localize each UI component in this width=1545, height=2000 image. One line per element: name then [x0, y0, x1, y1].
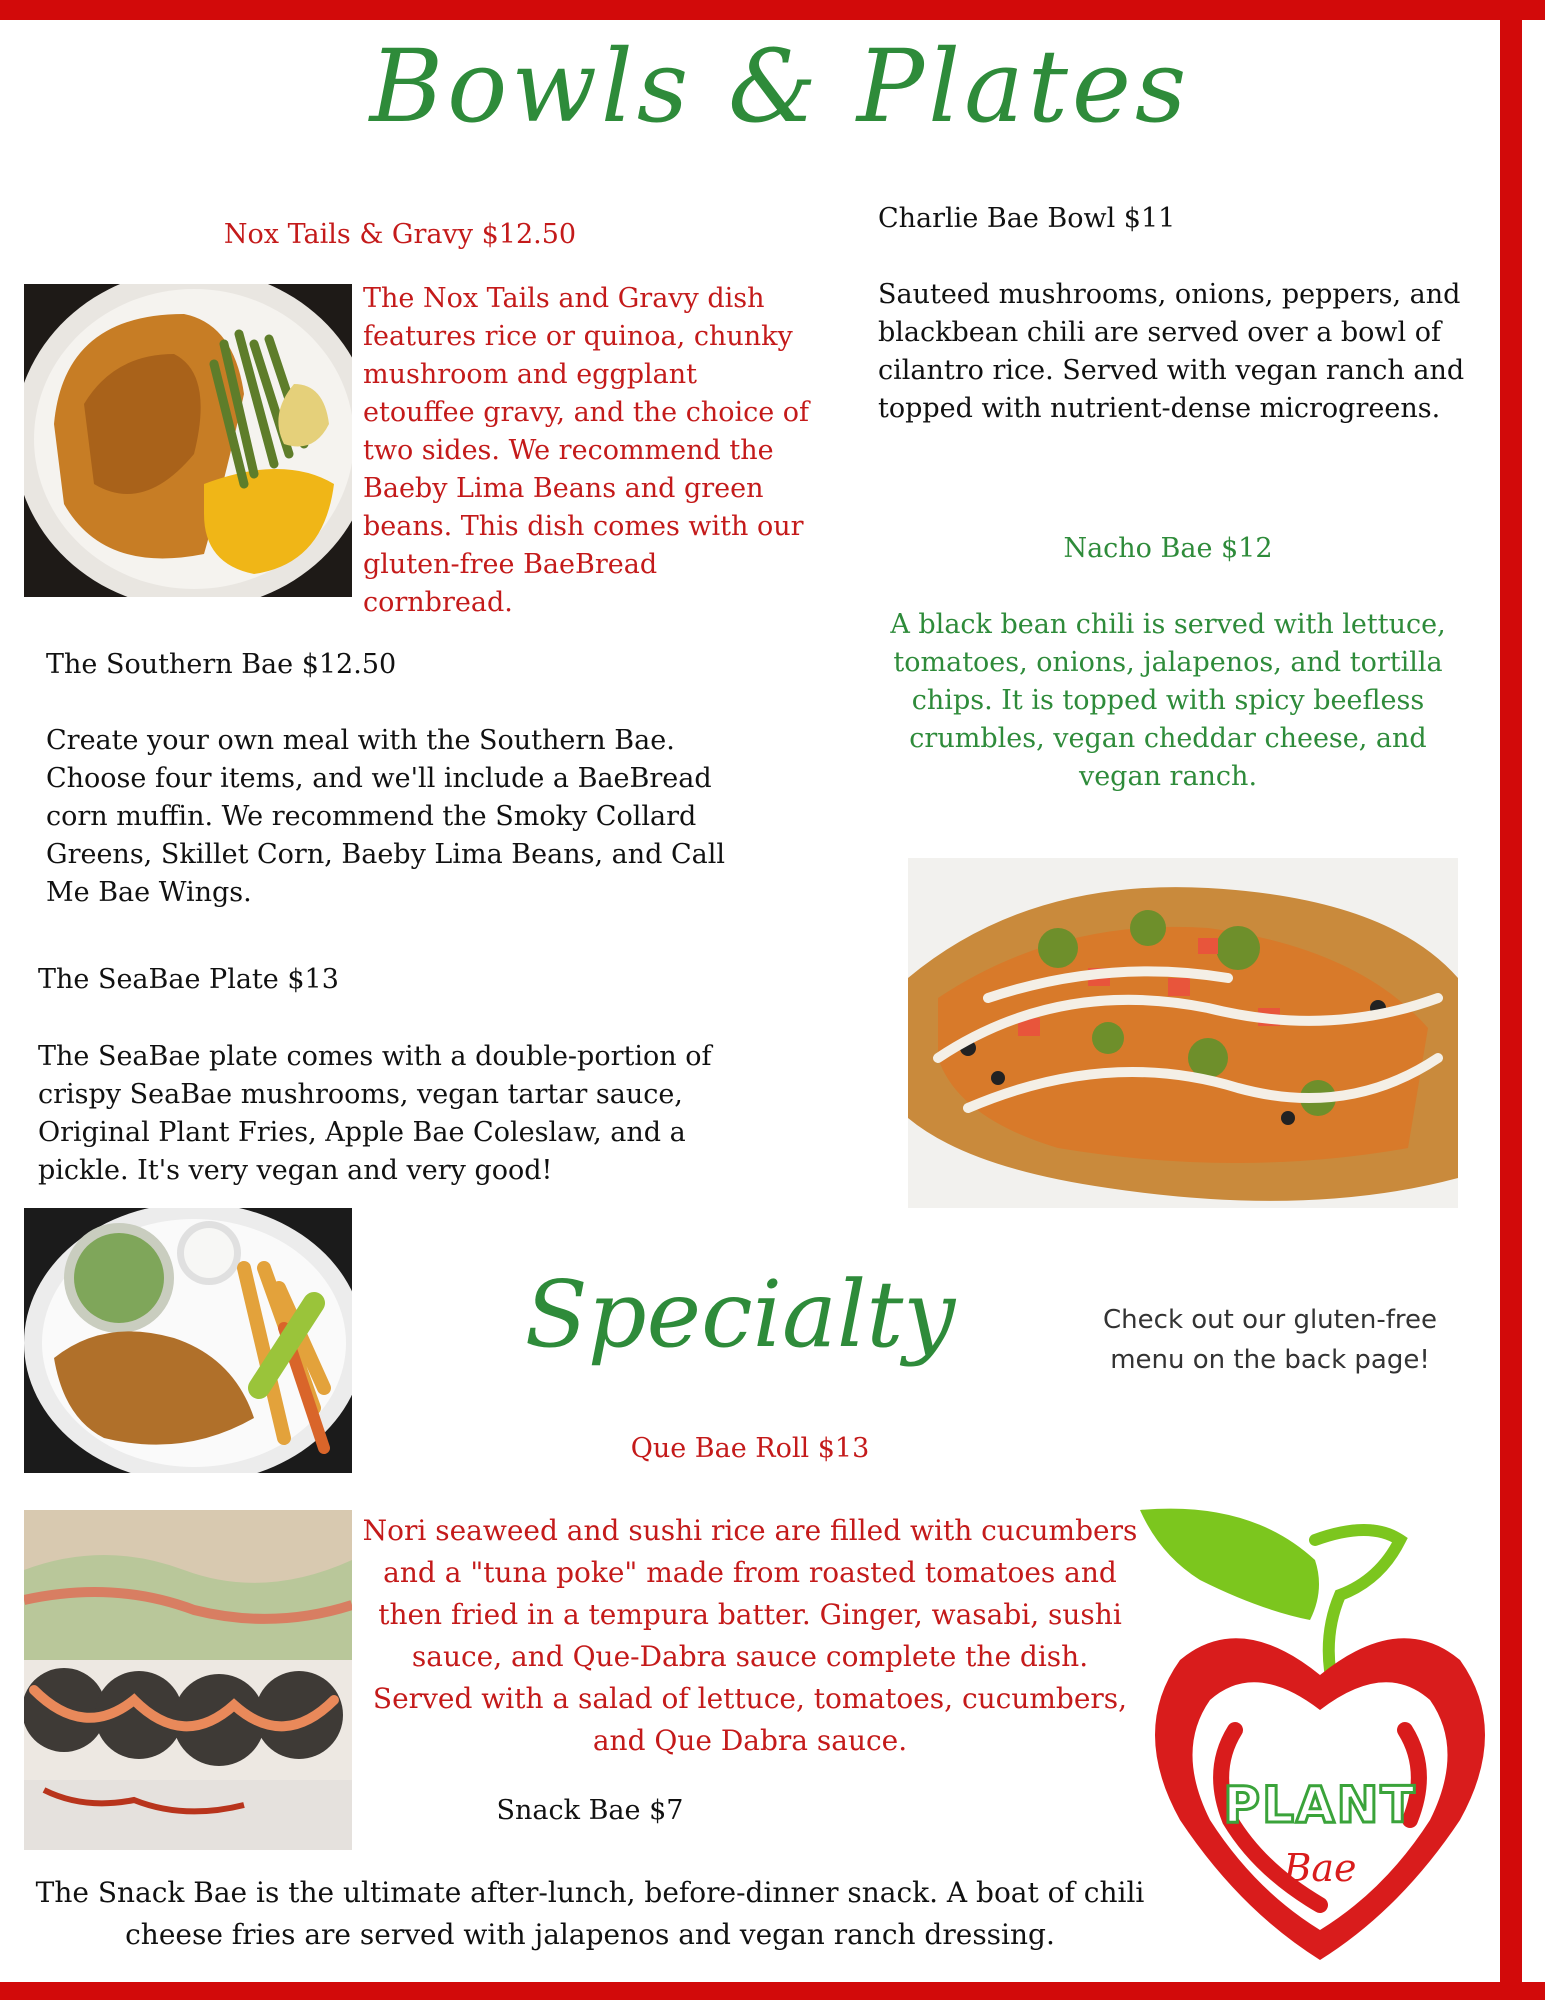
- nacho-bae-description: A black bean chili is served with lettuce, tomatoes, onions, jalapenos, and tortilla chips. It is topped with spicy beefless crumbles, vegan cheddar cheese, and vegan ranch.: [890, 609, 1446, 792]
- apple-heart-logo: [1140, 1500, 1500, 1970]
- nacho-bae-image: [908, 858, 1458, 1208]
- seabae-description: The SeaBae plate comes with a double-portion of crispy SeaBae mushrooms, vegan tartar sauce, Original Plant Fries, Apple Bae Coleslaw, and a pickle. It's very vegan and very good!: [38, 1041, 712, 1186]
- que-bae-roll-image: [24, 1510, 352, 1850]
- specialty-title: Specialty: [524, 1261, 956, 1368]
- logo-word-bae: Bae: [1283, 1846, 1357, 1890]
- logo-word-plant: PLANT: [1223, 1776, 1417, 1834]
- plant-bae-logo: [1140, 1500, 1500, 1970]
- charlie-bae-description: Sauteed mushrooms, onions, peppers, and blackbean chili are served over a bowl of cilantro rice. Served with vegan ranch and topped with nutrient-dense microgreens.: [878, 279, 1465, 424]
- southern-bae-title: The Southern Bae $12.50: [46, 649, 397, 680]
- que-bae-title: Que Bae Roll $13: [630, 1433, 870, 1464]
- top-border: [0, 0, 1545, 20]
- seabae-title: The SeaBae Plate $13: [38, 964, 339, 995]
- nox-tails-description: The Nox Tails and Gravy dish features rice or quinoa, chunky mushroom and eggplant etouffee gravy, and the choice of two sides. We recommend the Baeby Lima Beans and green beans. This dish comes with our gluten-free BaeBread cornbread.: [363, 283, 810, 618]
- snack-bae-title: Snack Bae $7: [496, 1795, 684, 1826]
- seabae-plate-image: [24, 1208, 352, 1473]
- bottom-border: [0, 1982, 1545, 2000]
- gluten-free-note: Check out our gluten-free menu on the back page!: [1103, 1305, 1437, 1375]
- que-bae-description: Nori seaweed and sushi rice are filled with cucumbers and a "tuna poke" made from roasted tomatoes and then fried in a tempura batter. Ginger, wasabi, sushi sauce, and Que-Dabra sauce complete the dish. Served with a salad of lettuce, tomatoes, cucumbers, and Que Dabra sauce.: [362, 1514, 1138, 1757]
- right-border: [1500, 0, 1522, 2000]
- charlie-bae-title: Charlie Bae Bowl $11: [878, 203, 1176, 234]
- nacho-bae-title: Nacho Bae $12: [1063, 533, 1273, 564]
- seabae-photo: [24, 1208, 352, 1473]
- southern-bae-description: Create your own meal with the Southern Bae. Choose four items, and we'll include a BaeBread corn muffin. We recommend the Smoky Collard Greens, Skillet Corn, Baeby Lima Beans, and Call Me Bae Wings.: [46, 725, 725, 908]
- nacho-bae-photo: [908, 858, 1458, 1208]
- nox-tails-title: Nox Tails & Gravy $12.50: [223, 219, 577, 250]
- nox-tails-photo: [24, 284, 352, 597]
- page-title: Bowls & Plates: [369, 28, 1191, 145]
- que-bae-photo: [24, 1510, 352, 1850]
- nox-tails-plate-image: [24, 284, 352, 597]
- snack-bae-description: The Snack Bae is the ultimate after-lunch, before-dinner snack. A boat of chili cheese fries are served with jalapenos and vegan ranch dressing.: [35, 1876, 1145, 1951]
